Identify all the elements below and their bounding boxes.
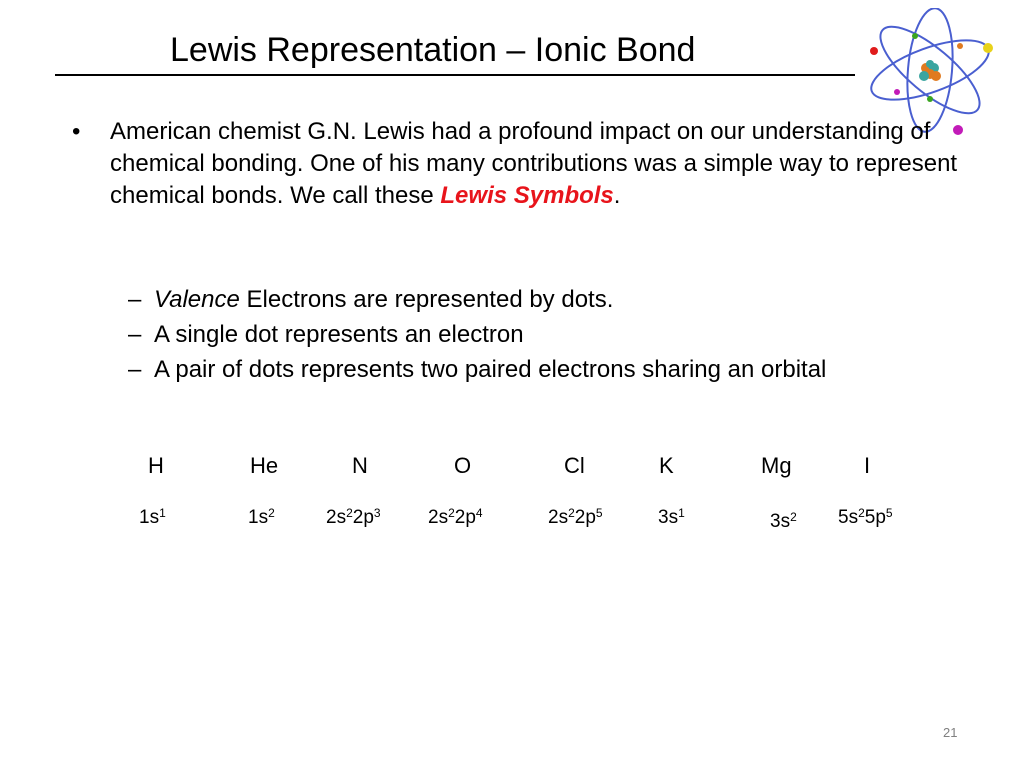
element-symbol-mg: Mg xyxy=(761,453,792,478)
lewis-symbols-emphasis: Lewis Symbols xyxy=(440,182,614,209)
electron-icon xyxy=(870,47,878,55)
sub-bullet-text: Electrons are represented by dots. xyxy=(239,286,614,313)
electron-config-mg: $3s^2$ xyxy=(770,510,797,532)
electron-config-h: $1s^1$ xyxy=(139,506,166,528)
sub-bullet-pair-dots xyxy=(128,354,826,386)
electron-config-n: $2s^22p^3$ xyxy=(326,506,381,528)
dash-marker: – xyxy=(128,356,142,383)
page-number: 21 xyxy=(943,725,958,740)
sub-bullet-text: A single dot represents an electron xyxy=(154,321,524,348)
electron-icon xyxy=(894,89,900,95)
sub-bullet-valence xyxy=(128,284,613,316)
element-symbol-n: N xyxy=(352,453,368,478)
element-symbol-k: K xyxy=(659,453,674,478)
element-symbol-h: H xyxy=(148,453,164,478)
electron-config-cl: $2s^22p^5$ xyxy=(548,506,603,528)
title-underline xyxy=(55,74,855,76)
bullet-marker: • xyxy=(72,118,81,145)
sub-bullet-text: A pair of dots represents two paired electrons sharing an orbital xyxy=(154,356,827,383)
nucleus-icon xyxy=(919,60,941,81)
dash-marker: – xyxy=(128,321,142,348)
element-symbol-i: I xyxy=(864,453,871,478)
slide-title: Lewis Representation – Ionic Bond xyxy=(170,31,696,69)
bullet-body: American chemist G.N. Lewis had a profound impact on our understanding of chemical bonding. One of his many contributions was a simple way to represent chemical bonds. We call these xyxy=(110,118,958,209)
main-bullet-text xyxy=(110,116,970,212)
electron-icon xyxy=(927,96,933,102)
element-symbol-cl: Cl xyxy=(564,453,585,478)
element-symbol-o: O xyxy=(454,453,472,478)
valence-term: Valence xyxy=(154,286,240,313)
electron-config-k: $3s^1$ xyxy=(658,506,685,528)
electron-config-o: $2s^22p^4$ xyxy=(428,506,483,528)
dash-marker: – xyxy=(128,286,142,313)
electron-config-i: $5s^25p^5$ xyxy=(838,506,893,528)
sub-bullet-single-dot xyxy=(128,319,524,351)
element-symbol-he: He xyxy=(250,453,279,478)
bullet-period: . xyxy=(613,182,621,209)
electron-icon xyxy=(957,43,963,49)
electron-icon xyxy=(912,33,918,39)
electron-config-he: $1s^2$ xyxy=(248,506,275,528)
electron-icon xyxy=(983,43,993,53)
